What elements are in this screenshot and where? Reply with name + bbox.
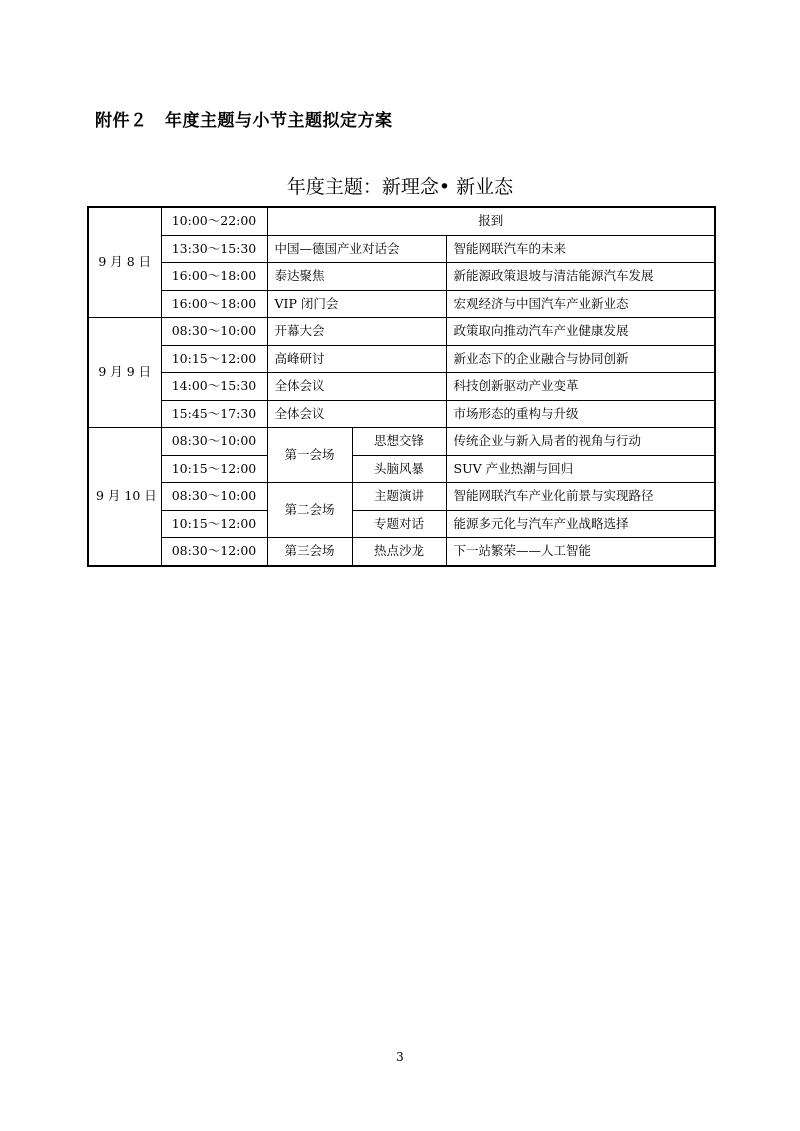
session-cell: 主题演讲 [352,483,446,511]
session-cell: 专题对话 [352,510,446,538]
time-cell: 10:15～12:00 [161,510,267,538]
venue-cell: 第一会场 [267,428,352,483]
date-cell: 9 月 9 日 [88,318,161,428]
topic-cell: 能源多元化与汽车产业战略选择 [446,510,715,538]
topic-cell: 下一站繁荣——人工智能 [446,538,715,566]
venue-cell: 第三会场 [267,538,352,566]
topic-cell: 宏观经济与中国汽车产业新业态 [446,290,715,318]
session-cell: 思想交锋 [352,428,446,456]
event-cell: 泰达聚焦 [267,263,446,291]
venue-cell: 第二会场 [267,483,352,538]
time-cell: 15:45～17:30 [161,400,267,428]
topic-cell: 新能源政策退坡与清洁能源汽车发展 [446,263,715,291]
registration-cell: 报到 [267,207,715,235]
time-cell: 08:30～12:00 [161,538,267,566]
time-cell: 08:30～10:00 [161,483,267,511]
table-row [88,400,715,428]
table-row [88,263,715,291]
time-cell: 14:00～15:30 [161,373,267,401]
topic-cell: 智能网联汽车产业化前景与实现路径 [446,483,715,511]
table-row [88,483,715,511]
topic-cell: 新业态下的企业融合与协同创新 [446,345,715,373]
topic-cell: 科技创新驱动产业变革 [446,373,715,401]
table-row [88,538,715,566]
event-cell: 开幕大会 [267,318,446,346]
event-cell: 全体会议 [267,373,446,401]
event-cell: 全体会议 [267,400,446,428]
event-cell: VIP 闭门会 [267,290,446,318]
topic-cell: 政策取向推动汽车产业健康发展 [446,318,715,346]
appendix-title: 附件２ 年度主题与小节主题拟定方案 [95,111,393,131]
table-row [88,428,715,456]
table-row [88,373,715,401]
time-cell: 10:15～12:00 [161,455,267,483]
time-cell: 10:15～12:00 [161,345,267,373]
event-cell: 中国—德国产业对话会 [267,235,446,263]
time-cell: 16:00～18:00 [161,290,267,318]
event-cell: 高峰研讨 [267,345,446,373]
topic-cell: 智能网联汽车的未来 [446,235,715,263]
schedule-table [87,206,716,567]
time-cell: 08:30～10:00 [161,318,267,346]
annual-theme-title: 年度主题：新理念• 新业态 [286,176,514,198]
time-cell: 13:30～15:30 [161,235,267,263]
date-cell: 9 月 10 日 [88,428,161,566]
table-row [88,345,715,373]
session-cell: 热点沙龙 [352,538,446,566]
topic-cell: SUV 产业热潮与回归 [446,455,715,483]
date-cell: 9 月 8 日 [88,207,161,318]
time-cell: 16:00～18:00 [161,263,267,291]
topic-cell: 传统企业与新入局者的视角与行动 [446,428,715,456]
page-number: 3 [396,1050,404,1064]
table-row [88,510,715,538]
session-cell: 头脑风暴 [352,455,446,483]
table-row [88,235,715,263]
time-cell: 10:00～22:00 [161,207,267,235]
table-row [88,455,715,483]
topic-cell: 市场形态的重构与升级 [446,400,715,428]
table-row [88,207,715,235]
table-row [88,318,715,346]
time-cell: 08:30～10:00 [161,428,267,456]
table-row [88,290,715,318]
